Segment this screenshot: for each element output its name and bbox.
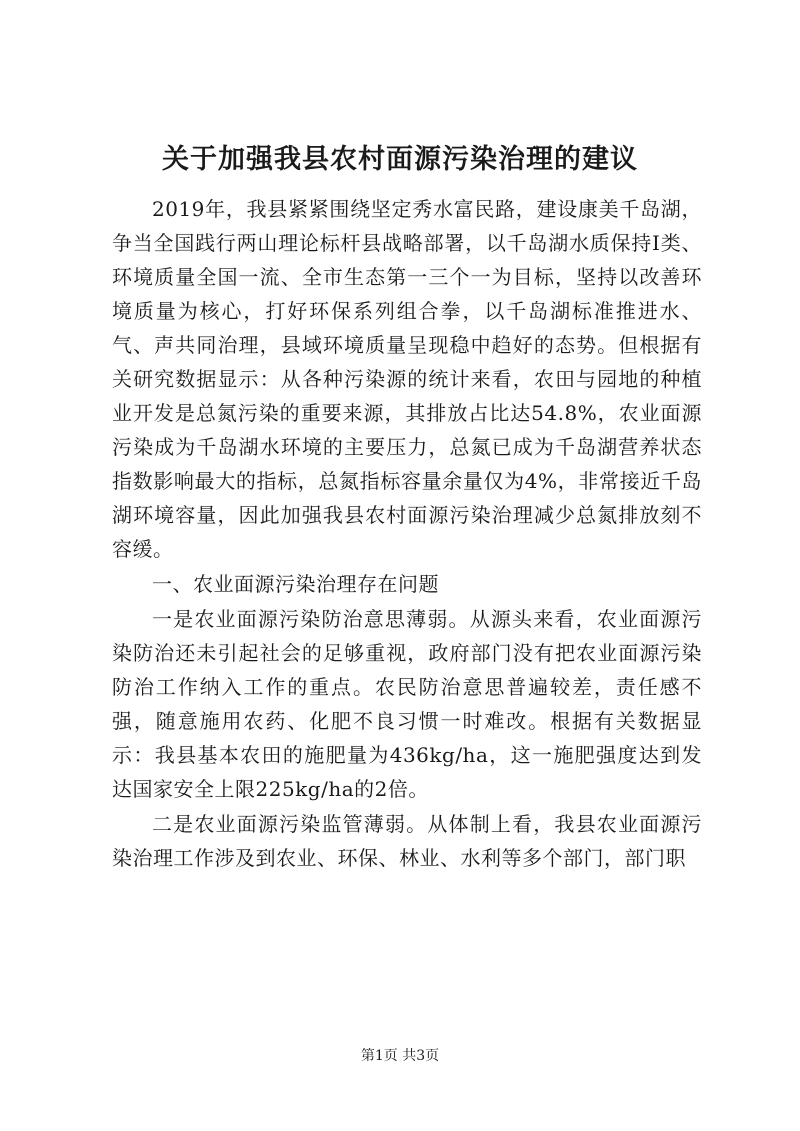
- document-title: 关于加强我县农村面源污染治理的建议: [162, 144, 638, 175]
- page-footer: 第1页 共3页: [360, 1048, 440, 1064]
- paragraph-issue-one: 一是农业面源污染防治意思薄弱。从源头来看，农业面源污染防治还未引起社会的足够重视，政府部门没有把农业面源污染防治工作纳入工作的重点。农民防治意思普遍较差，责任感不强，随意施用农药、化肥不良习惯一时难改。根据有关数据显示：我县基本农田的施肥量为436kg/ha，这一施肥强度达到发达国家安全上限225kg/ha的2倍。: [112, 607, 702, 801]
- section-heading: 一、农业面源污染治理存在问题: [152, 572, 439, 596]
- paragraph-intro: 2019年，我县紧紧围绕坚定秀水富民路，建设康美千岛湖，争当全国践行两山理论标杆县战略部署，以千岛湖水质保持Ⅰ类、环境质量全国一流、全市生态第一三个一为目标，坚持以改善环境质量为核心，打好环保系列组合拳，以千岛湖标准推进水、气、声共同治理，县域环境质量呈现稳中趋好的态势。但根据有关研究数据显示：从各种污染源的统计来看，农田与园地的种植业开发是总氮污染的重要来源，其排放占比达54.8%，农业面源污染成为千岛湖水环境的主要压力，总氮已成为千岛湖营养状态指数影响最大的指标，总氮指标容量余量仅为4%，非常接近千岛湖环境容量，因此加强我县农村面源污染治理减少总氮排放刻不容缓。: [112, 197, 702, 561]
- document-body: [112, 192, 702, 875]
- paragraph-issue-two: 二是农业面源污染监管薄弱。从体制上看，我县农业面源污染治理工作涉及到农业、环保、林业、水利等多个部门，部门职: [112, 812, 702, 870]
